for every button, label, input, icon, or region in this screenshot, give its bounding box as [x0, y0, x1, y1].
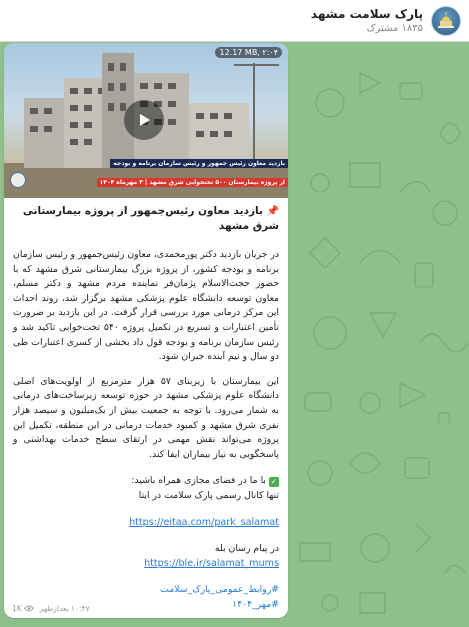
video-size-badge: 12.17 MB, ۲:۰۴: [215, 47, 282, 58]
bale-link[interactable]: https://ble.ir/salamat_mums: [144, 557, 279, 569]
subscriber-count: ۱۸۳۵ مشترک: [366, 23, 423, 34]
eye-icon: [24, 605, 34, 612]
eitaa-link[interactable]: https://eitaa.com/park_salamat: [129, 516, 279, 528]
join-line-2: تنها کانال رسمی پارک سلامت در ایتا: [138, 489, 279, 501]
message-time: ۱۰:۴۷ بعدازظهر: [39, 603, 90, 613]
play-button[interactable]: [124, 100, 164, 140]
video-caption: [88, 150, 288, 188]
post-title: 📌 بازدید معاون رئیس‌جمهور از پروژه بیمارستانی شرق مشهد: [22, 205, 279, 232]
message-bubble[interactable]: [4, 43, 288, 618]
message-footer: [12, 602, 280, 614]
play-icon: [136, 112, 152, 128]
dome-icon: [435, 10, 457, 32]
check-mark-icon: ✓: [270, 477, 278, 487]
video-thumbnail[interactable]: [4, 43, 288, 198]
join-line-1: ✓با ما در فضای مجازی همراه باشید:: [131, 475, 278, 487]
post-paragraph-2: این بیمارستان با زیربنای ۵۷ هزار مترمربع از اولویت‌های اصلی دانشگاه علوم پزشکی مشهد در حوزه توسعه زیرساخت‌های درمانی به شمار می‌رود. با توجه به جمعیت بیش از یک‌میلیون و سیصد هزار نفری شرق مشهد و کمبود خدمات درمانی در این منطقه، تکمیل این پروژه می‌تواند نقش مهمی در ارتقای سطح خدمات بهداشتی و پاسخگویی به نیاز بیماران ایفا کند.: [13, 375, 279, 460]
video-caption-line2: از پروژه بیمارستان ۵۰۰ تختخوابی شرق مشهد | ۳ مهرماه ۱۴۰۴: [97, 178, 288, 187]
pushpin-icon: 📌: [266, 206, 279, 217]
channel-header[interactable]: [0, 0, 469, 42]
channel-avatar[interactable]: [431, 6, 461, 36]
hashtag-date[interactable]: #مهر_۱۴۰۴: [232, 598, 279, 610]
logo-watermark-icon: [10, 172, 26, 188]
view-count: 1K: [12, 604, 34, 613]
channel-name: پارک سلامت مشهد: [310, 7, 423, 21]
video-caption-line1: بازدید معاون رئیس جمهور و رئیس سازمان برنامه و بودجه: [110, 159, 288, 168]
bale-label: در پیام رسان بله: [214, 543, 279, 555]
post-text: [4, 198, 288, 612]
post-paragraph-1: در جریان بازدید دکتر پورمحمدی، معاون رئیس‌جمهور و رئیس سازمان برنامه و بودجه کشور، از پروژه بزرگ بیمارستانی شرق مشهد که با حضور حجت‌الاسلام پژمان‌فر نماینده مردم مشهد و دکتر مسلم، معاون توسعه دانشگاه علوم پزشکی مشهد برگزار شد، روند احداث این مرکز درمانی مورد بررسی قرار گرفت. در این بازدید بر ضرورت تأمین اعتبارات و تسریع در تکمیل پروژه ۵۴۰ تخت‌خوابی تاکید شد و رئیس سازمان برنامه و بودجه قول داد بخشی از کسری اعتبارات طی دو سال و نیم آینده جبران شود.: [13, 249, 279, 363]
hashtag-public-relations[interactable]: #روابط_عمومی_پارک_سلامت: [160, 584, 279, 596]
